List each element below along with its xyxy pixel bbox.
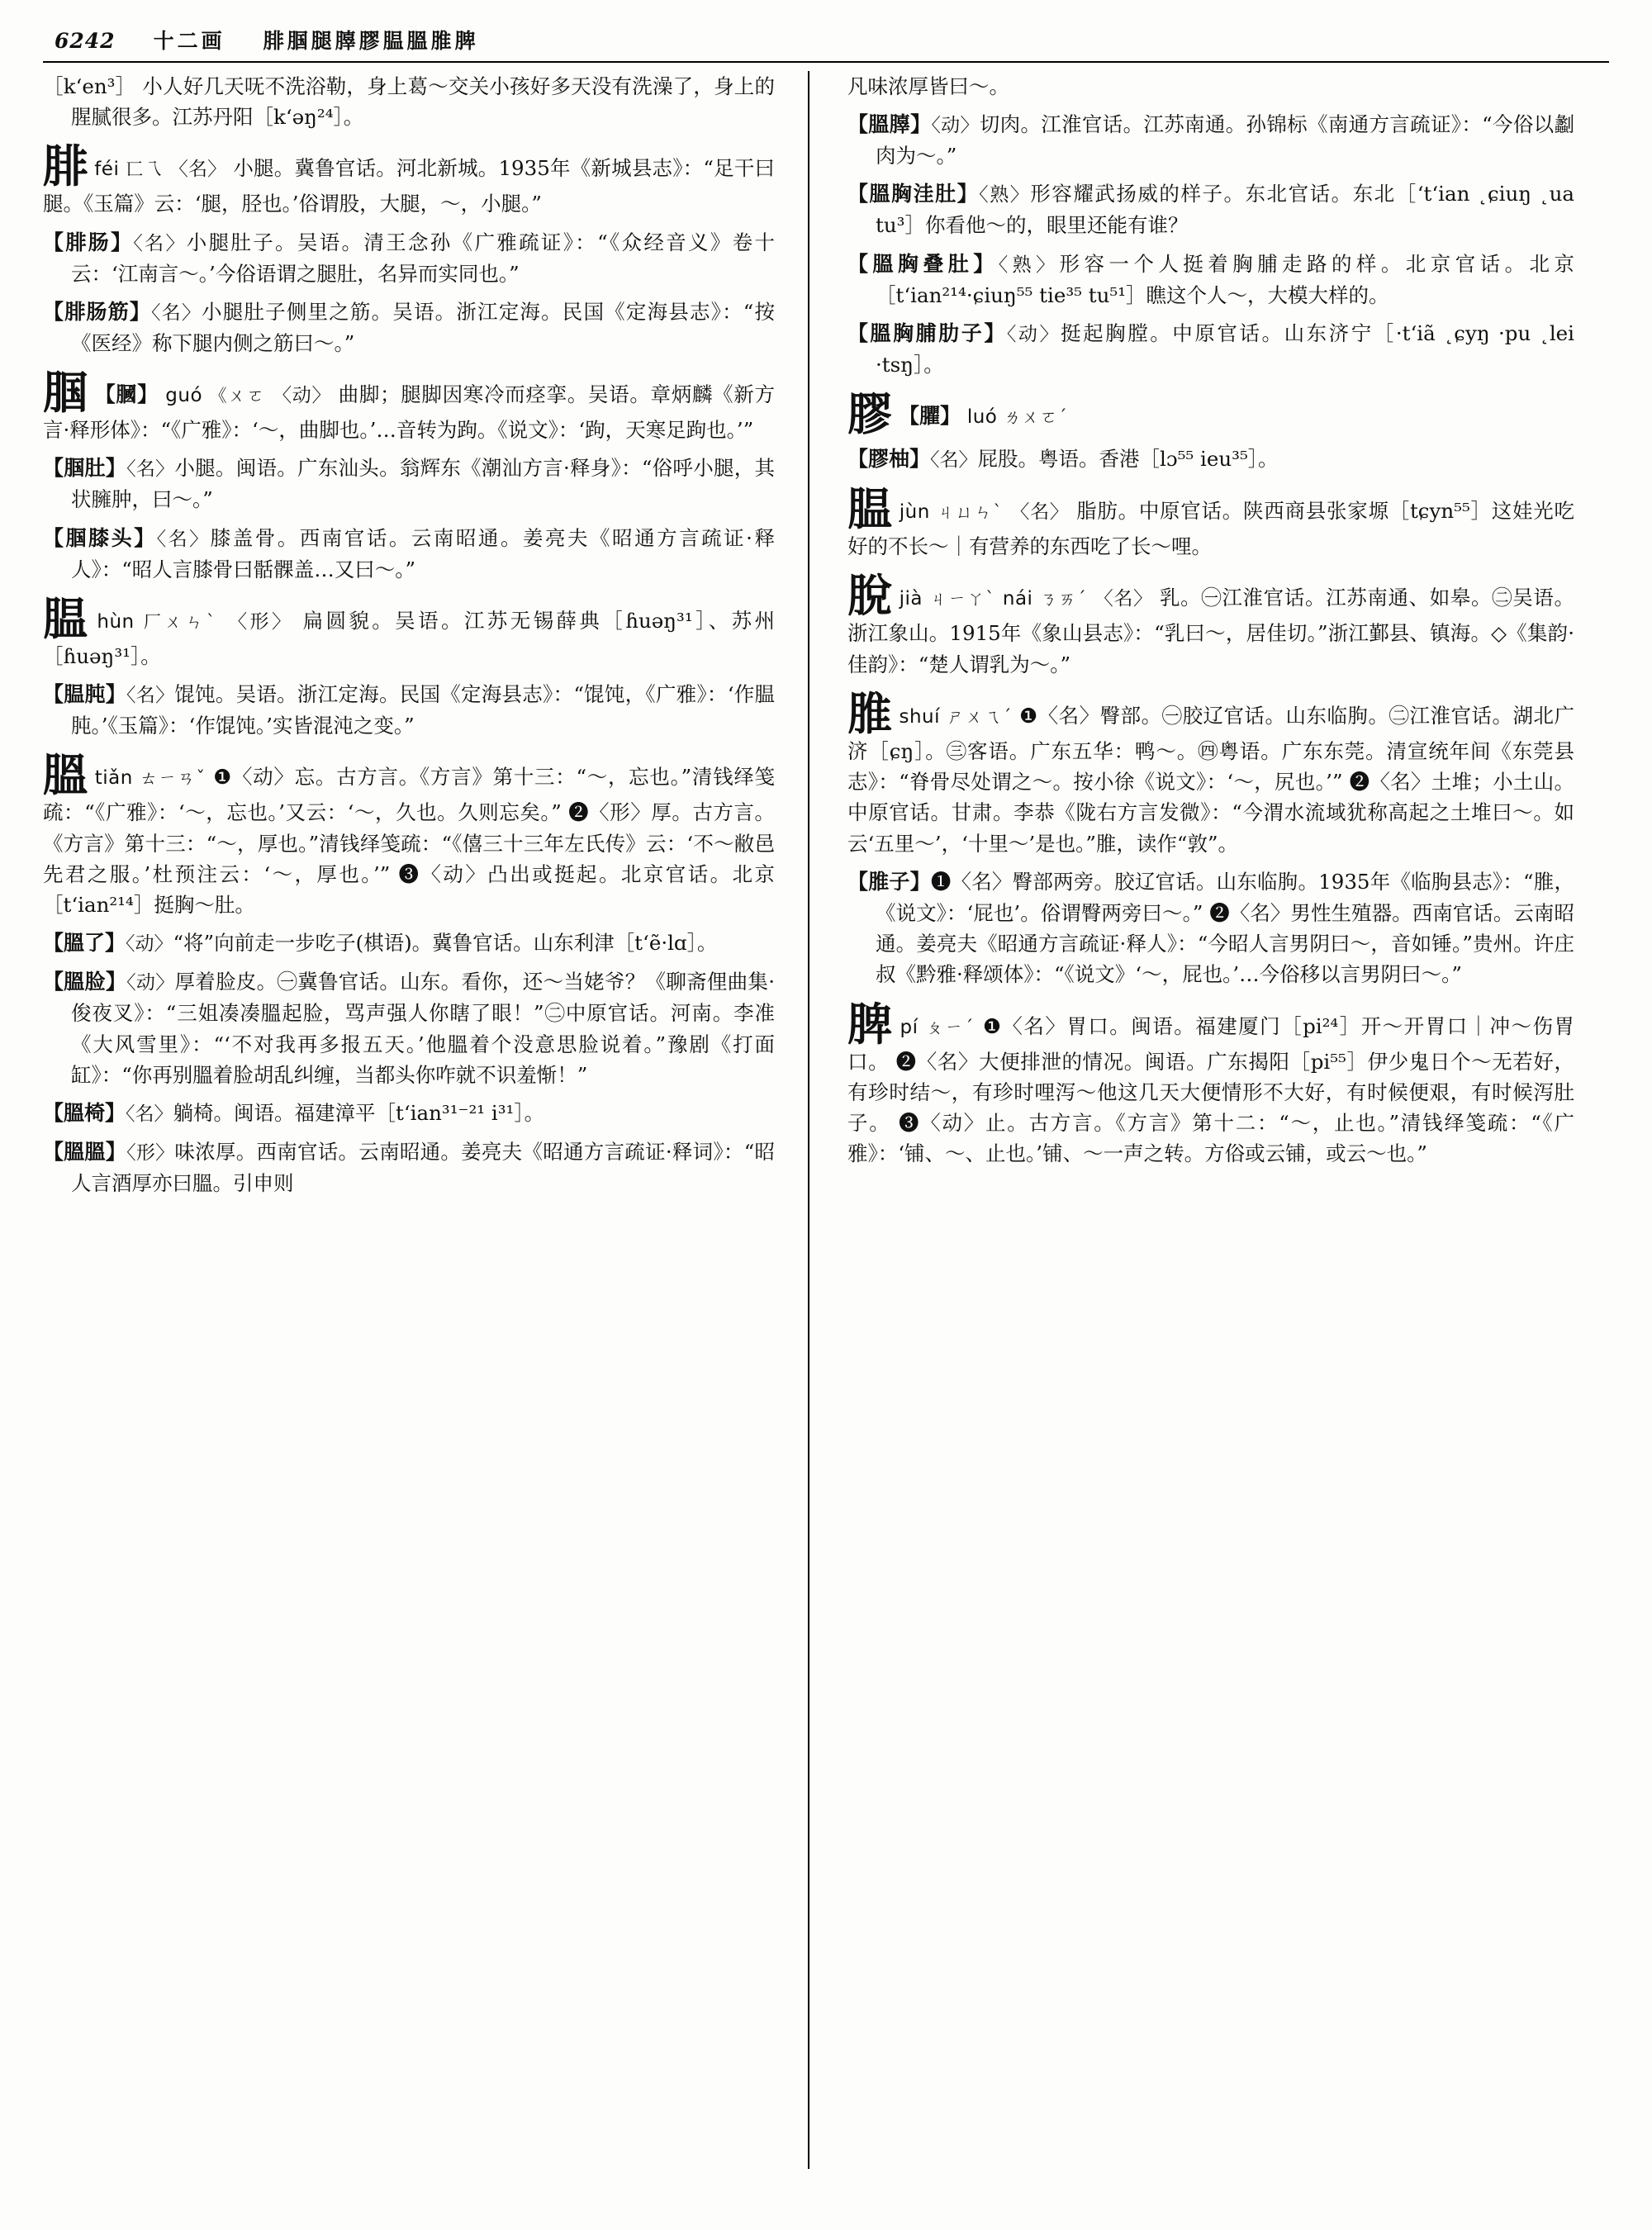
pinyin: tiǎn	[94, 767, 133, 790]
part-of-speech: 〈熟〉	[998, 254, 1060, 276]
sub-headword: 【腘膝头】	[43, 525, 157, 550]
bopomofo: 匸乁	[126, 159, 163, 180]
sub-headword: 【膃膃】	[43, 1139, 127, 1164]
entry-guoxitou	[43, 523, 775, 585]
sense-1: ❶〈名〉臀部。㊀胶辽官话。山东临朐。㊁江淮官话。湖北广济［ɕŋ］。㊂客语。广东五华：鸭～。㊃粤语。广东东莞。清宣统年间《东莞县志》：“脊骨尽处谓之～。按小徐《说文》：‘～，尻也。’”	[847, 703, 1575, 795]
entry-text: 扁圆貌。吴语。江苏无锡薛典［ɦuəŋ³¹］、苏州［ɦuəŋ³¹］。	[43, 608, 776, 668]
part-of-speech: 〈形〉	[126, 1141, 175, 1164]
entry-text: 厚着脸皮。㊀冀鲁官话。山东。看你，还～当姥爷？《聊斋俚曲集·俊夜叉》：“三姐凑凑膃起脸，骂声强人你瞎了眼！”㊁中原官话。河南。李准《大风雪里》：“‘不对我再多报五天。’他膃着个没意思脸说着。”豫剧《打面缸》：“你再别膃着脸胡乱纠缠，当都头你咋就不识羞惭！”	[71, 970, 775, 1087]
sub-headword: 【腽肫】	[43, 682, 127, 707]
sense-3: ❸〈动〉止。古方言。《方言》第十二：“～，止也。”清钱绎笺疏：“《广雅》：‘铺、～、止也。’铺、～一声之转。方俗或云铺，或云～也。”	[847, 1110, 1575, 1166]
pinyin: guó	[165, 385, 203, 407]
entry-text: 小腿肚子。吴语。清王念孙《广雅疏证》：“《众经音义》卷十云：‘江南言～。’今俗语谓之腿肚，名异而实同也。”	[71, 230, 775, 286]
entry-guo	[43, 366, 775, 445]
part-of-speech: 〈名〉	[126, 685, 175, 707]
entry-hun	[43, 591, 776, 671]
headword-char: 腽	[43, 591, 91, 645]
sub-headword: 【膃胸叠肚】	[847, 251, 999, 276]
headword-char: 膃	[43, 748, 88, 802]
sense-1: ❶〈名〉臀部两旁。胶辽官话。山东临朐。1935年《临朐县志》：“脽，《说文》：‘屁也’。俗谓臀两旁曰～。”	[876, 869, 1574, 925]
bopomofo-alt: ㄋㄞˊ	[1039, 589, 1088, 610]
entry-luo	[847, 387, 1574, 441]
entry-tian	[43, 748, 776, 920]
entry-text: 小腿。闽语。广东汕头。翁辉东《潮汕方言·释身》：“俗呼小腿，其状臃肿，曰～。”	[71, 456, 775, 512]
sub-headword: 【膃䐻】	[847, 112, 932, 137]
part-of-speech: 〈名〉	[156, 528, 211, 550]
pinyin-alt: nái	[1002, 588, 1033, 610]
headword-char: 脾	[847, 997, 894, 1051]
sense-1: ❶〈名〉胃口。闽语。福建厦门［pi²⁴］开～开胃口｜冲～伤胃口。	[847, 1013, 1574, 1074]
part-of-speech: 〈名〉	[126, 458, 175, 481]
sense-3: ❸〈动〉凸出或挺起。北京官话。北京［t‘ian²¹⁴］挺胸～肚。	[43, 861, 776, 918]
sub-headword: 【腘肚】	[43, 456, 127, 481]
part-of-speech: 〈名〉	[133, 232, 187, 254]
part-of-speech: 〈名〉	[1094, 588, 1153, 610]
entry-tianxiongpuleizi	[847, 318, 1574, 380]
bopomofo: ㄆㄧˊ	[925, 1017, 976, 1037]
sub-headword: 【膠柚】	[847, 447, 931, 472]
entry-text: 挺起胸膛。中原官话。山东济宁［·t‘iã ˛ɕyŋ ·pu ˛lei ·tsŋ］。	[876, 320, 1574, 377]
pinyin: pí	[900, 1016, 919, 1038]
pinyin: jià	[899, 588, 923, 610]
entry-text: 小腿肚子侧里之筋。吴语。浙江定海。民国《定海县志》：“按《医经》称下腿内侧之筋曰～。”	[71, 299, 775, 355]
bopomofo: 《ㄨㄛ	[209, 386, 266, 406]
bopomofo: ㄌㄨㄛˊ	[1004, 407, 1068, 428]
pinyin: luó	[966, 406, 998, 429]
part-of-speech: 〈名〉	[126, 1103, 173, 1125]
bopomofo: ㄐㄩㄣˋ	[937, 502, 1004, 523]
part-of-speech: 〈动〉	[126, 972, 175, 994]
sub-headword: 【膃了】	[43, 931, 126, 956]
entry-shui	[847, 686, 1575, 859]
entry-tiantian	[43, 1136, 775, 1198]
sub-headword: 【膃胸脯肋子】	[847, 320, 1007, 345]
entry-text: 形容一个人挺着胸脯走路的样。北京官话。北京［t‘ian²¹⁴·ɕiuŋ⁵⁵ tie³⁵ tu⁵¹］瞧这个人～，大模大样的。	[876, 251, 1574, 307]
entry-tuo	[847, 569, 1575, 679]
bopomofo: ㄊㄧㄢˇ	[140, 768, 206, 789]
entry-text: 形容耀武扬威的样子。东北官话。东北［‘t‘ian ˛ɕiuŋ ˛ua tu³］你看他～的，眼里还能有谁？	[876, 182, 1575, 238]
entry-text: 膝盖骨。西南官话。云南昭通。姜亮夫《昭通方言疏证·释人》：“昭人言膝骨曰䯏髁盖…又曰～。”	[71, 525, 775, 581]
entry-text: 馄饨。吴语。浙江定海。民国《定海县志》：“馄饨，《广雅》：‘作腽肫。’《玉篇》：‘作馄饨。’实皆混沌之变。”	[71, 682, 775, 738]
part-of-speech: 〈名〉	[169, 159, 227, 181]
entry-tianlian	[43, 966, 775, 1090]
sense-2: ❷〈名〉大便排泄的情况。闽语。广东揭阳［pi⁵⁵］伊少鬼日个～无若好，有珍时结～，有珍时哩泻～他这几天大便情形不大好，有时候便艰，有时候泻肚子。	[847, 1049, 1575, 1135]
bopomofo: ㄐㄧㄚˋ	[929, 589, 996, 610]
column-divider	[808, 71, 809, 2169]
sense-2: ❷〈形〉厚。古方言。《方言》第十三：“～，厚也。”清钱绎笺疏：“《僖三十三年左氏传》云：‘不～敝邑先君之服。’杜预注云：‘～，厚也。’”	[43, 800, 776, 886]
entry-ken-continued	[43, 71, 775, 132]
sense-1: ❶〈动〉忘。古方言。《方言》第十三：“～，忘也。”清钱绎笺疏：“《广雅》：‘～，忘也。’又云：‘～，久也。久则忘矣。”	[43, 765, 776, 825]
part-of-speech: 〈名〉	[930, 449, 978, 472]
part-of-speech: 〈名〉	[1010, 501, 1070, 524]
entry-text: 乳。㊀江淮官话。江苏南通、如皋。㊁吴语。浙江象山。1915年《象山县志》：“乳曰～，居佳切。”浙江鄞县、镇海。◇《集韵·佳韵》：“楚人谓乳为～。”	[847, 586, 1575, 676]
pinyin: shuí	[899, 705, 941, 728]
entry-feichang	[43, 227, 775, 289]
entry-hundun	[43, 679, 775, 741]
entry-luoyou	[847, 444, 1574, 475]
headword-char: 脫	[847, 569, 893, 623]
entry-text: “将”向前走一步吃子(棋语)。冀鲁官话。山东利津［t‘ẽ·lɑ］。	[173, 931, 718, 956]
part-of-speech: 〈动〉	[931, 115, 980, 137]
part-of-speech: 〈动〉	[1006, 323, 1061, 345]
header-rule	[43, 61, 1609, 63]
sub-headword: 【腓肠筋】	[43, 299, 151, 324]
part-of-speech: 〈形〉	[228, 610, 294, 633]
bopomofo: 厂ㄨㄣˋ	[143, 611, 219, 632]
radical-note: 十二画	[153, 29, 225, 53]
headword-char: 脽	[847, 686, 893, 740]
sub-headword: 【膃胸洼肚】	[847, 182, 980, 206]
part-of-speech: 〈动〉	[126, 933, 173, 956]
entry-shuizi	[847, 866, 1574, 990]
entry-jun	[847, 482, 1574, 562]
pinyin: jùn	[899, 501, 930, 524]
entry-fei	[43, 140, 776, 219]
body-columns	[43, 71, 1609, 2169]
entry-text: 小腿。冀鲁官话。河北新城。1935年《新城县志》：“足干曰腿。《玉篇》云：‘腿，胫也。’俗谓股，大腿，～，小腿。”	[43, 156, 776, 216]
headword-char: 腓	[43, 140, 88, 193]
entry-pi	[847, 997, 1575, 1170]
entry-text: ［k‘en³］ 小人好几天呒不洗浴勒，身上葛～交关小孩好多天没有洗澡了，身上的腥腻很多。江苏丹阳［k‘əŋ²⁴］。	[43, 74, 775, 130]
bopomofo: ㄕㄨㄟˊ	[947, 706, 1013, 727]
headword-char: 腘	[43, 366, 88, 420]
entry-tianyi	[43, 1098, 775, 1129]
page-header	[43, 25, 1609, 55]
part-of-speech: 〈名〉	[150, 301, 202, 324]
sub-headword: 【脽子】	[847, 869, 931, 894]
header-headwords: 腓腘腿䐻膠腽膃脽脾	[263, 29, 479, 53]
variant-form: 【膕】	[94, 382, 159, 407]
entry-text: 凡味浓厚皆曰～。	[847, 74, 1009, 98]
pinyin: féi	[94, 159, 120, 181]
entry-top-continued	[847, 71, 1574, 102]
part-of-speech: 〈动〉	[273, 385, 332, 407]
sub-headword: 【腓肠】	[43, 230, 134, 254]
entry-text: 曲脚；腿脚因寒冷而痉挛。吴语。章炳麟《新方言·释形体》：“《广雅》：‘～，曲脚也。’…音转为跔。《说文》：‘跔，天寒足跔也。’”	[43, 382, 775, 443]
left-column	[43, 71, 803, 2169]
sense-2: ❷〈名〉土堆；小土山。中原官话。甘肃。李恭《陇右方言发微》：“今渭水流域犹称高起之土堆曰～。如云‘五里～’，‘十里～’是也。”脽，读作“敦”。	[847, 770, 1575, 856]
entry-text: 脂肪。中原官话。陕西商县张家塬［tɕyn⁵⁵］这娃光吃好的不长～｜有营养的东西吃了长～哩。	[847, 499, 1574, 559]
pinyin: hùn	[97, 610, 135, 633]
sense-2: ❷〈名〉男性生殖器。西南官话。云南昭通。姜亮夫《昭通方言疏证·释人》：“今昭人言男阴曰～，音如锤。”贵州。许庄叔《黔雅·释颂体》：“《说文》‘～，屁也。’…今俗移以言男阴曰～。”	[876, 900, 1575, 987]
entry-feichangjin	[43, 297, 775, 358]
folio-number: 6242	[55, 29, 116, 53]
part-of-speech: 〈熟〉	[979, 184, 1031, 206]
entry-text: 躺椅。闽语。福建漳平［t‘ian³¹⁻²¹ i³¹］。	[173, 1100, 545, 1125]
sub-headword: 【膃椅】	[43, 1100, 126, 1125]
sub-headword: 【膃脸】	[43, 970, 127, 994]
entry-tianxiongdiedu	[847, 249, 1574, 311]
entry-text: 味浓厚。西南官话。云南昭通。姜亮夫《昭通方言疏证·释词》：“昭人言酒厚亦曰膃。引申则	[71, 1139, 775, 1195]
entry-tianle	[43, 928, 775, 959]
entry-tiansan	[847, 109, 1574, 171]
headword-char: 腽	[847, 482, 893, 536]
entry-text: 切肉。江淮官话。江苏南通。孙锦标《南通方言疏证》：“今俗以劙肉为～。”	[876, 112, 1574, 168]
entry-tianxiongwadu	[847, 178, 1574, 240]
right-column	[814, 71, 1574, 2169]
variant-form: 【臞】	[899, 404, 961, 429]
entry-guodu	[43, 453, 775, 515]
headword-char: 膠	[847, 387, 892, 441]
entry-text: 屁股。粤语。香港［lɔ⁵⁵ ieu³⁵］。	[977, 447, 1279, 472]
